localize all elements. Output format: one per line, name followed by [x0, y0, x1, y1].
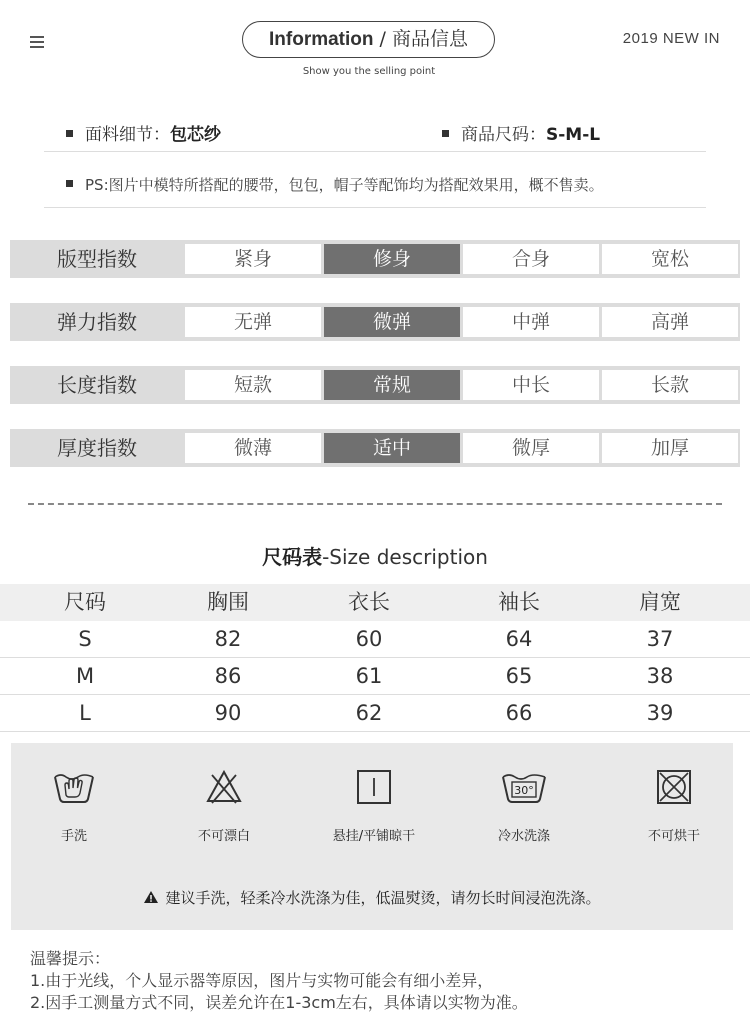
table-header-cell: 胸围 — [207, 590, 249, 614]
table-cell: 66 — [505, 701, 533, 725]
table-cell: S — [78, 627, 92, 651]
table-header-row — [0, 584, 750, 621]
index-label: 厚度指数 — [57, 436, 137, 460]
index-label: 弹力指数 — [57, 310, 137, 334]
menu-icon[interactable] — [30, 36, 44, 51]
table-cell: 60 — [355, 627, 383, 651]
new-in-tag: 2019 NEW IN — [622, 30, 720, 47]
section-title — [242, 21, 495, 58]
tips-line-1: 1.由于光线，个人显示器等原因，图片与实物可能会有细小差异， — [30, 971, 494, 990]
info-row-fabric-size — [44, 112, 706, 152]
index-option: 适中 — [324, 433, 460, 463]
bullet-square-icon — [66, 180, 73, 187]
table-header-cell: 袖长 — [498, 590, 540, 614]
title-separator: / — [373, 28, 392, 50]
care-instructions-panel — [11, 743, 733, 930]
fabric-label: 面料细节： — [85, 125, 170, 145]
no-tumble-dry-icon — [654, 767, 694, 807]
index-option: 微薄 — [185, 433, 321, 463]
index-row-stretch — [10, 303, 740, 341]
table-cell: M — [75, 664, 95, 688]
care-label-hand-wash: 手洗 — [60, 829, 87, 844]
index-option: 宽松 — [602, 244, 738, 274]
table-header-cell: 衣长 — [348, 590, 390, 614]
table-cell: 64 — [505, 627, 533, 651]
index-option: 高弹 — [602, 307, 738, 337]
table-cell: L — [79, 701, 91, 725]
index-option: 中弹 — [463, 307, 599, 337]
care-label-cold-wash: 冷水洗涤 — [497, 829, 550, 844]
table-cell: 37 — [646, 627, 674, 651]
hang-dry-icon — [354, 767, 394, 807]
table-header-cell: 尺码 — [64, 590, 106, 614]
index-option: 常规 — [324, 370, 460, 400]
table-cell: 38 — [646, 664, 674, 688]
table-row — [0, 695, 750, 732]
care-item-hang-dry — [319, 767, 429, 844]
care-label-no-tumble-dry: 不可烘干 — [647, 829, 700, 844]
bullet-square-icon — [442, 130, 449, 137]
index-option: 加厚 — [602, 433, 738, 463]
fabric-value: 包芯纱 — [170, 125, 221, 145]
fabric-info — [66, 120, 221, 145]
wash-30-icon — [499, 767, 549, 807]
index-option: 微厚 — [463, 433, 599, 463]
size-value: S-M-L — [546, 125, 601, 145]
index-label: 版型指数 — [57, 247, 137, 271]
index-option: 紧身 — [185, 244, 321, 274]
dashed-divider — [28, 503, 722, 505]
title-en: Information — [269, 29, 374, 50]
index-row-thickness — [10, 429, 740, 467]
care-item-cold-wash — [469, 767, 579, 844]
table-cell: 61 — [355, 664, 383, 688]
care-note — [11, 887, 733, 908]
index-label: 长度指数 — [57, 373, 137, 397]
ps-note — [66, 174, 604, 195]
index-row-length — [10, 366, 740, 404]
table-header-cell: 肩宽 — [639, 590, 681, 614]
warning-icon — [143, 890, 159, 904]
care-note-text: 建议手洗，轻柔冷水洗涤为佳，低温熨烫，请勿长时间浸泡洗涤。 — [165, 889, 601, 907]
tips-line-2: 2.因手工测量方式不同，误差允许在1-3cm左右，具体请以实物为准。 — [30, 993, 528, 1012]
table-row — [0, 621, 750, 658]
bullet-square-icon — [66, 130, 73, 137]
index-row-fit — [10, 240, 740, 278]
index-option: 短款 — [185, 370, 321, 400]
ps-text: PS:图片中模特所搭配的腰带，包包，帽子等配饰均为搭配效果用，概不售卖。 — [85, 176, 604, 194]
title-cn: 商品信息 — [391, 28, 468, 50]
index-option: 微弹 — [324, 307, 460, 337]
table-cell: 39 — [646, 701, 674, 725]
table-cell: 90 — [214, 701, 242, 725]
hand-wash-icon — [51, 767, 97, 807]
tips-title: 温馨提示： — [30, 949, 111, 968]
size-info — [442, 120, 600, 145]
subtitle: Show you the selling point — [302, 66, 436, 77]
table-cell: 62 — [355, 701, 383, 725]
index-option: 修身 — [324, 244, 460, 274]
table-row — [0, 658, 750, 695]
care-label-no-bleach: 不可漂白 — [197, 829, 250, 844]
tips — [30, 948, 528, 1014]
care-item-no-bleach — [169, 767, 279, 844]
size-title-en: -Size description — [322, 545, 488, 569]
index-option: 中长 — [463, 370, 599, 400]
size-title-cn: 尺码表 — [262, 545, 323, 569]
index-option: 无弹 — [185, 307, 321, 337]
table-cell: 86 — [214, 664, 242, 688]
no-bleach-icon — [204, 767, 244, 807]
index-option: 合身 — [463, 244, 599, 274]
size-table — [0, 584, 750, 732]
care-item-hand-wash — [19, 767, 129, 844]
info-row-ps — [44, 164, 706, 208]
care-item-no-tumble-dry — [619, 767, 729, 844]
wash-temperature: 30° — [514, 784, 534, 797]
table-cell: 65 — [505, 664, 533, 688]
index-option: 长款 — [602, 370, 738, 400]
size-label: 商品尺码： — [461, 125, 546, 145]
table-cell: 82 — [214, 627, 242, 651]
size-table-title — [0, 541, 750, 570]
care-label-hang-dry: 悬挂/平铺晾干 — [332, 829, 416, 844]
